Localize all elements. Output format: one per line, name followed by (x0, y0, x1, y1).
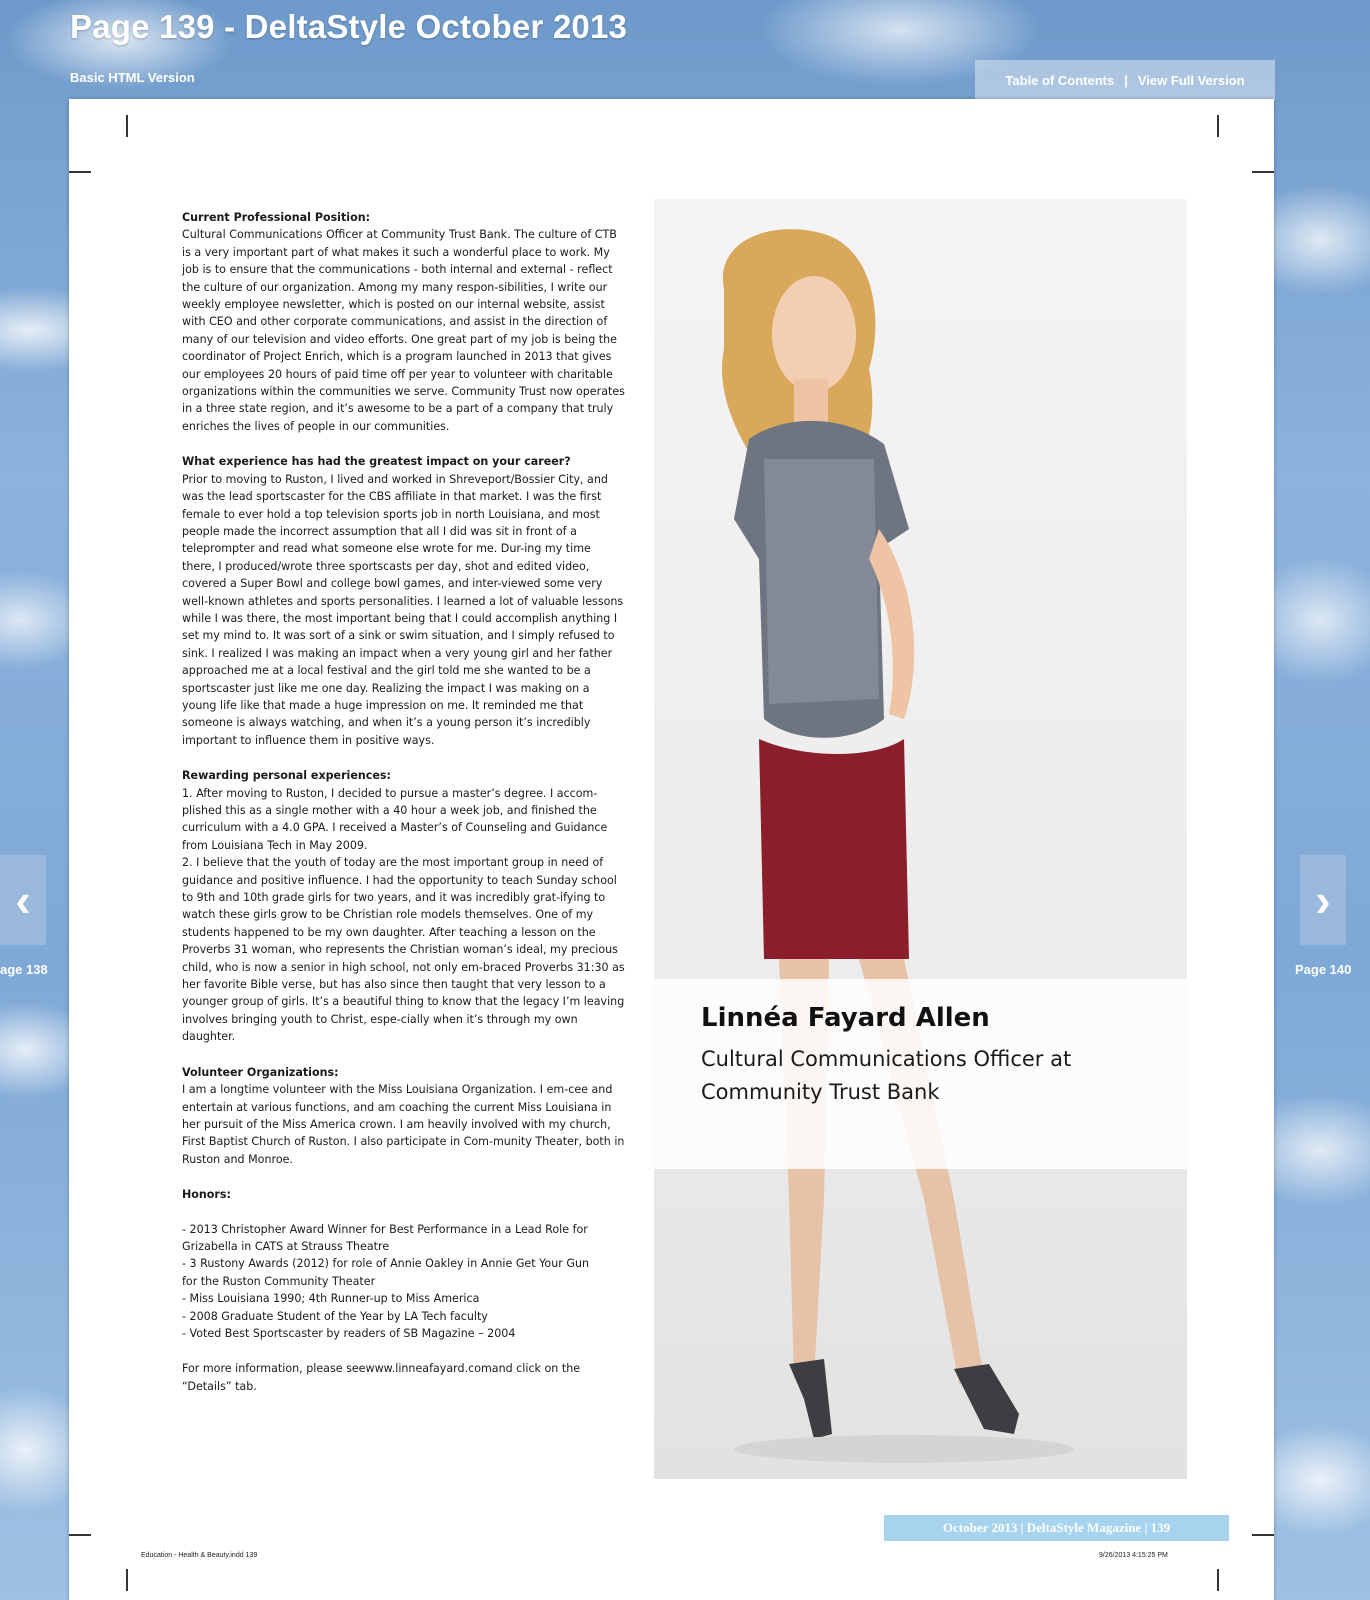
previous-page-button[interactable] (0, 855, 46, 945)
crop-mark (126, 115, 128, 137)
magazine-page (69, 99, 1274, 1600)
honors-heading: Honors: (182, 1188, 231, 1202)
honors-item: - Voted Best Sportscaster by readers of SB Magazine – 2004 (182, 1326, 516, 1340)
crop-mark (69, 1534, 91, 1536)
print-slug-left: Education - Health & Beauty.indd 139 (141, 1552, 258, 1559)
honors-item: - Miss Louisiana 1990; 4th Runner-up to Miss America (182, 1292, 480, 1306)
section-body: Prior to moving to Ruston, I lived and worked in Shreveport/Bossier City, and was the lead sportscaster for the CBS affiliate in that market. I was the first female to ever hold a top television sports job in north Louisiana, and most people made the incorrect assumption that all I did was sit in front of a teleprompter and read what someone else wrote for me. Dur-ing my time there, I produced/wrote three sportscasts per day, shot and edited video, covered a Super Bowl and college bowl games, and inter-viewed some very well-known athletes and sports personalities. I learned a lot of valuable lessons while I was there, the most important being that I could accomplish anything I set my mind to. It was sort of a sink or swim situation, and I simply refused to sink. I realized I was making an impact when a very young girl and her father approached me at a local festival and the girl told me she wanted to be a sportscaster just like me one day. Realizing the impact I was making on a young life like that made a huge impression on me. It reminded me that someone is always watching, and when it’s a young person it’s incredibly important to influence them in positive ways. (182, 472, 624, 747)
nav-separator: | (1124, 72, 1128, 88)
honors-item: - 2013 Christopher Award Winner for Best Performance in a Lead Role for Grizabella in CATS at Strauss Theatre (182, 1222, 588, 1253)
crop-mark (1217, 1569, 1219, 1591)
crop-mark (1217, 115, 1219, 137)
honors-item: - 3 Rustony Awards (2012) for role of Annie Oakley in Annie Get Your Gun for the Ruston Community Theater (182, 1257, 590, 1288)
chevron-left-icon: ‹ (15, 874, 31, 926)
section-body: Cultural Communications Officer at Community Trust Bank. The culture of CTB is a very important part of what makes it such a wonderful place to work. My job is to ensure that the communications - both internal and external - reflect the culture of our organization. Among my many respon-sibilities, I write our weekly employee newsletter, which is posted on our internal website, assist with CEO and other corporate communications, and assist in the direction of many of our television and video efforts. One great part of my job is being the coordinator of Project Enrich, which is a program launched in 2013 that gives our employees 20 hours of paid time off per year to volunteer with charitable organizations within the communities we serve. Community Trust now operates in a three state region, and it’s awesome to be a part of a company that truly enriches the lives of people in our communities. (182, 228, 625, 433)
table-of-contents-link[interactable]: Table of Contents (1005, 72, 1115, 88)
person-role: Cultural Communications Officer at Community Trust Bank (701, 1047, 1072, 1104)
crop-mark (126, 1569, 128, 1591)
top-navigation (975, 60, 1275, 100)
print-slug-right: 9/26/2013 4:15:25 PM (1099, 1552, 1168, 1559)
closing-text: For more information, please seewww.linneafayard.comand click on the “Details” tab. (182, 1362, 581, 1393)
basic-html-version-link[interactable]: Basic HTML Version (70, 70, 195, 85)
previous-page-label[interactable]: age 138 (0, 962, 48, 977)
page-title: Page 139 - DeltaStyle October 2013 (70, 8, 628, 45)
honors-item: - 2008 Graduate Student of the Year by LA Tech faculty (182, 1309, 488, 1323)
portrait-illustration (654, 199, 1187, 1479)
portrait-photo (654, 199, 1187, 1479)
next-page-button[interactable] (1300, 855, 1346, 945)
next-page-label[interactable]: Page 140 (1295, 962, 1352, 977)
chevron-right-icon: › (1315, 874, 1331, 926)
crop-mark (69, 171, 91, 173)
section-heading: Volunteer Organizations: (182, 1065, 339, 1079)
article-text (182, 209, 627, 1395)
section-heading: Rewarding personal experiences: (182, 769, 391, 783)
section-heading: Current Professional Position: (182, 211, 371, 224)
crop-mark (1252, 171, 1274, 173)
view-full-version-link[interactable]: View Full Version (1137, 72, 1245, 88)
section-body: 1. After moving to Ruston, I decided to pursue a master’s degree. I accom-plished this as a single mother with a 40 hour a week job, and finished the curriculum with a 4.0 GPA. I received a Master’s of Counseling and Guidance from Louisiana Tech in May 2009. 2. I believe that the youth of today are the most important group in need of guidance and positive influence. I had the opportunity to teach Sunday school to 9th and 10th grade girls for two years, and it was incredibly grat-ifying to watch these girls grow to be Christian role models themselves. One of my students happened to be my own daughter. After teaching a lesson on the Proverbs 31 woman, who represents the Christian woman’s ideal, my precious child, who is now a senior in high school, not only em-braced Proverbs 31:30 as her favorite Bible verse, but has also since then taught that very lesson to a younger group of girls. It’s a beautiful thing to know that the legacy I’m leaving involves bringing youth to Christ, espe-cially when it’s through my own daughter. (182, 786, 625, 1044)
page-folio: October 2013 | DeltaStyle Magazine | 139 (884, 1515, 1229, 1541)
honors-list (182, 1221, 627, 1343)
photo-caption (654, 979, 1187, 1169)
section-body: I am a longtime volunteer with the Miss Louisiana Organization. I em-cee and entertain at various functions, and am coaching the current Miss Louisiana in her pursuit of the Miss America crown. I am heavily involved with my church, First Baptist Church of Ruston. I also participate in Com-munity Theater, both in Ruston and Monroe. (182, 1083, 625, 1166)
person-name: Linnéa Fayard Allen (701, 1003, 990, 1033)
crop-mark (1252, 1534, 1274, 1536)
section-heading: What experience has had the greatest impact on your career? (182, 455, 571, 469)
